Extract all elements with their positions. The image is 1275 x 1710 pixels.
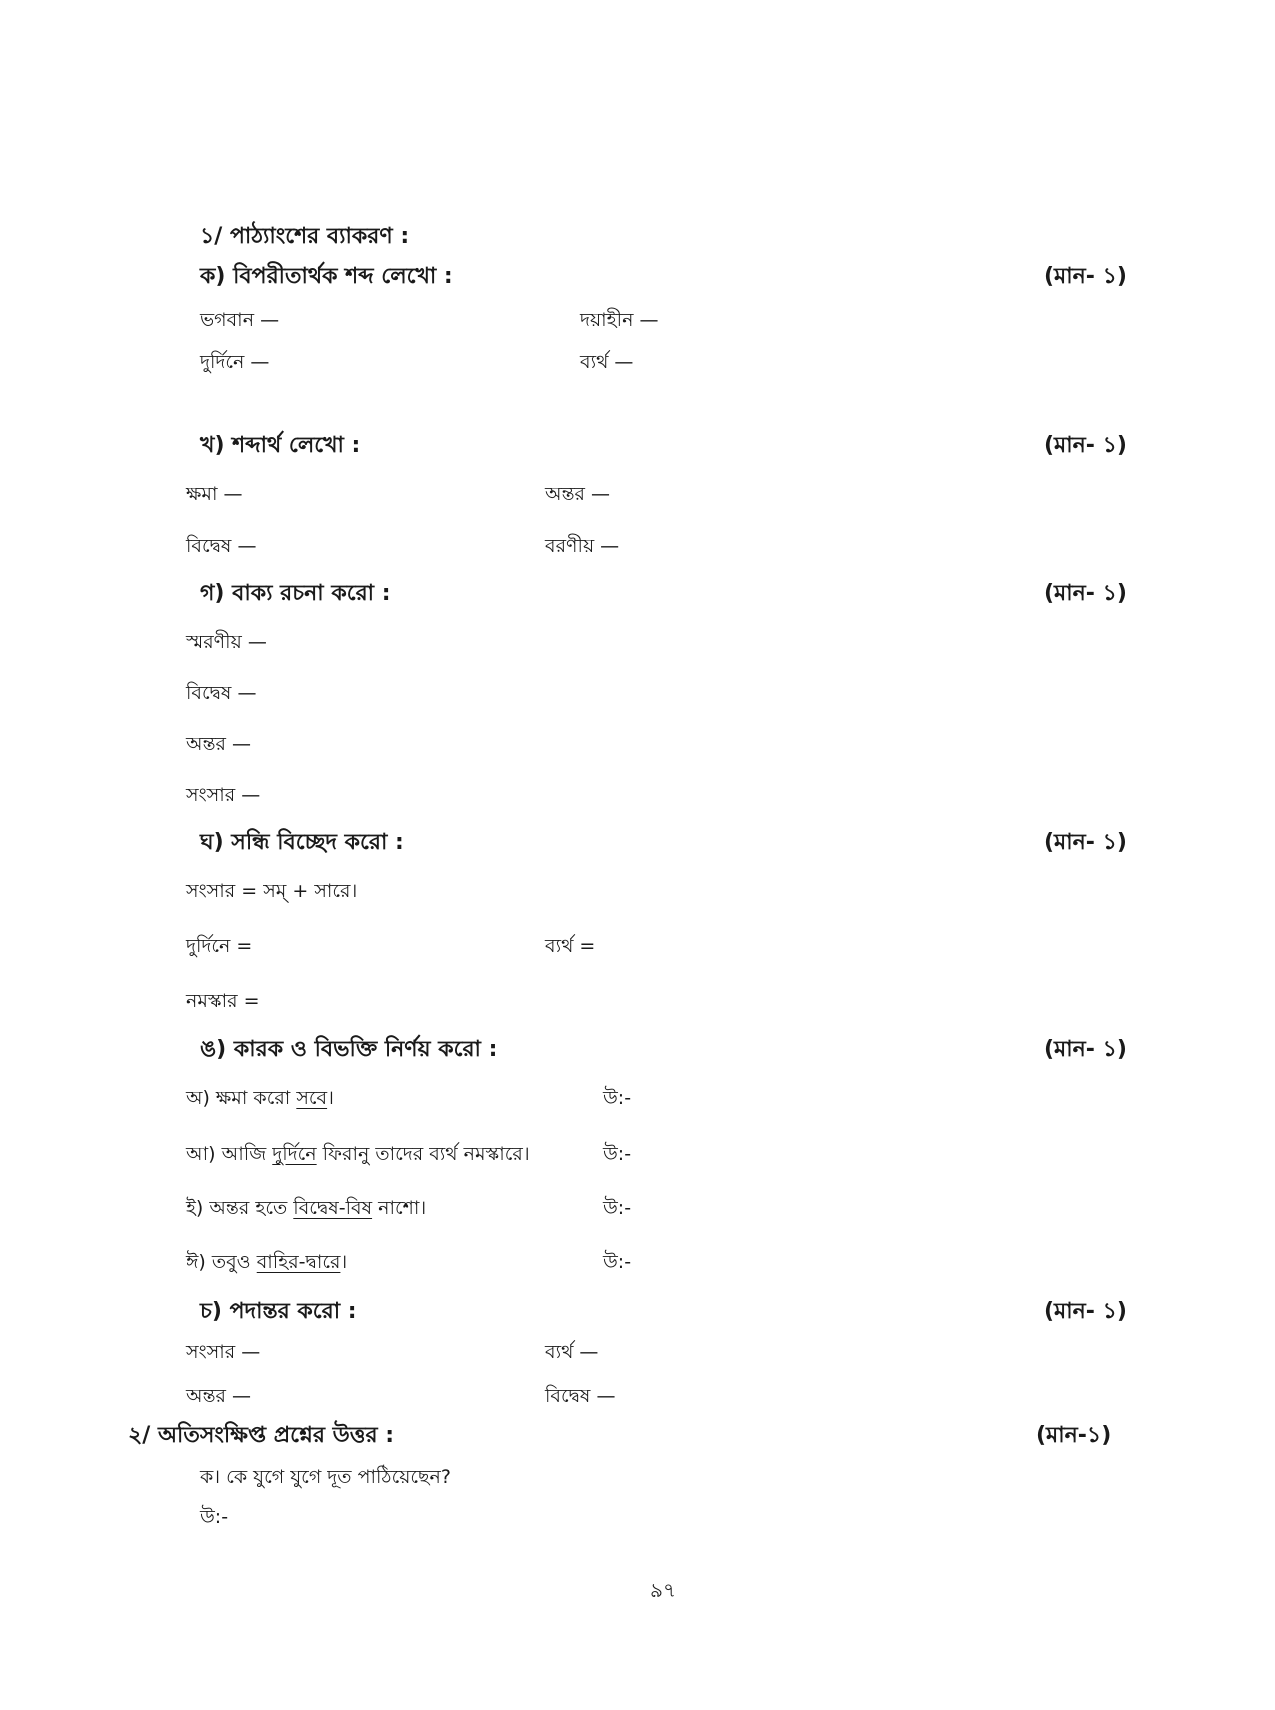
page-number: ৯৭ (650, 1578, 676, 1602)
sentence-item: সংসার — (186, 784, 261, 806)
conversion-item: সংসার — (186, 1341, 261, 1363)
subheading-sentence-making: গ) বাক্য রচনা করো : (200, 581, 391, 606)
meaning-item: অন্তর — (545, 483, 611, 505)
subheading-sandhi: ঘ) সন্ধি বিচ্ছেদ করো : (200, 830, 404, 855)
conversion-item: অন্তর — (186, 1385, 252, 1407)
karak-sentence: আ) আজি দুর্দিনে ফিরানু তাদের ব্যর্থ নমস্কারে। (186, 1143, 530, 1165)
marks-label: (মান- ১) (1044, 1299, 1127, 1324)
conversion-item: বিদ্বেষ — (545, 1385, 616, 1407)
sandhi-example: সংসার = সম্ + সারে। (186, 880, 358, 902)
section-title-short-answer: ২/ অতিসংক্ষিপ্ত প্রশ্নের উত্তর : (128, 1423, 395, 1448)
underlined-word: দুর্দিনে (272, 1143, 317, 1165)
sandhi-item: দুর্দিনে = (186, 935, 253, 957)
antonym-item: ব্যর্থ — (580, 351, 634, 373)
marks-label: (মান- ১) (1044, 1037, 1127, 1062)
antonym-item: ভগবান — (200, 309, 280, 331)
subheading-karak: ঙ) কারক ও বিভক্তি নির্ণয় করো : (200, 1037, 498, 1062)
meaning-item: ক্ষমা — (186, 483, 243, 505)
answer-label: উ:- (603, 1197, 632, 1219)
subheading-word-meanings: খ) শব্দার্থ লেখো : (200, 433, 361, 458)
underlined-word: বিদ্বেষ-বিষ (293, 1197, 373, 1219)
sentence-item: স্মরণীয় — (186, 631, 267, 653)
subheading-word-conversion: চ) পদান্তর করো : (200, 1299, 357, 1324)
marks-label: (মান- ১) (1044, 264, 1127, 289)
karak-sentence: ই) অন্তর হতে বিদ্বেষ-বিষ নাশো। (186, 1197, 427, 1219)
karak-sentence: অ) ক্ষমা করো সবে। (186, 1087, 334, 1109)
sandhi-item: ব্যর্থ = (545, 935, 596, 957)
antonym-item: দয়াহীন — (580, 309, 659, 331)
answer-label: উ:- (603, 1143, 632, 1165)
subheading-antonyms: ক) বিপরীতার্থক শব্দ লেখো : (200, 264, 453, 289)
sandhi-item: নমস্কার = (186, 990, 260, 1012)
meaning-item: বরণীয় — (545, 535, 620, 557)
answer-label: উ:- (603, 1087, 632, 1109)
section-title-grammar: ১/ পাঠ্যাংশের ব্যাকরণ : (200, 224, 410, 249)
marks-label: (মান- ১) (1044, 581, 1127, 606)
question-text: ক। কে যুগে যুগে দূত পাঠিয়েছেন? (200, 1466, 451, 1488)
marks-label: (মান- ১) (1044, 433, 1127, 458)
marks-label: (মান-১) (1036, 1423, 1112, 1448)
sentence-item: বিদ্বেষ — (186, 682, 257, 704)
underlined-word: সবে (296, 1087, 328, 1109)
underlined-word: বাহির-দ্বারে (256, 1251, 341, 1273)
sentence-item: অন্তর — (186, 733, 252, 755)
antonym-item: দুর্দিনে — (200, 351, 270, 373)
conversion-item: ব্যর্থ — (545, 1341, 599, 1363)
marks-label: (মান- ১) (1044, 830, 1127, 855)
meaning-item: বিদ্বেষ — (186, 535, 257, 557)
answer-label: উ:- (200, 1506, 229, 1528)
karak-sentence: ঈ) তবুও বাহির-দ্বারে। (186, 1251, 348, 1273)
answer-label: উ:- (603, 1251, 632, 1273)
